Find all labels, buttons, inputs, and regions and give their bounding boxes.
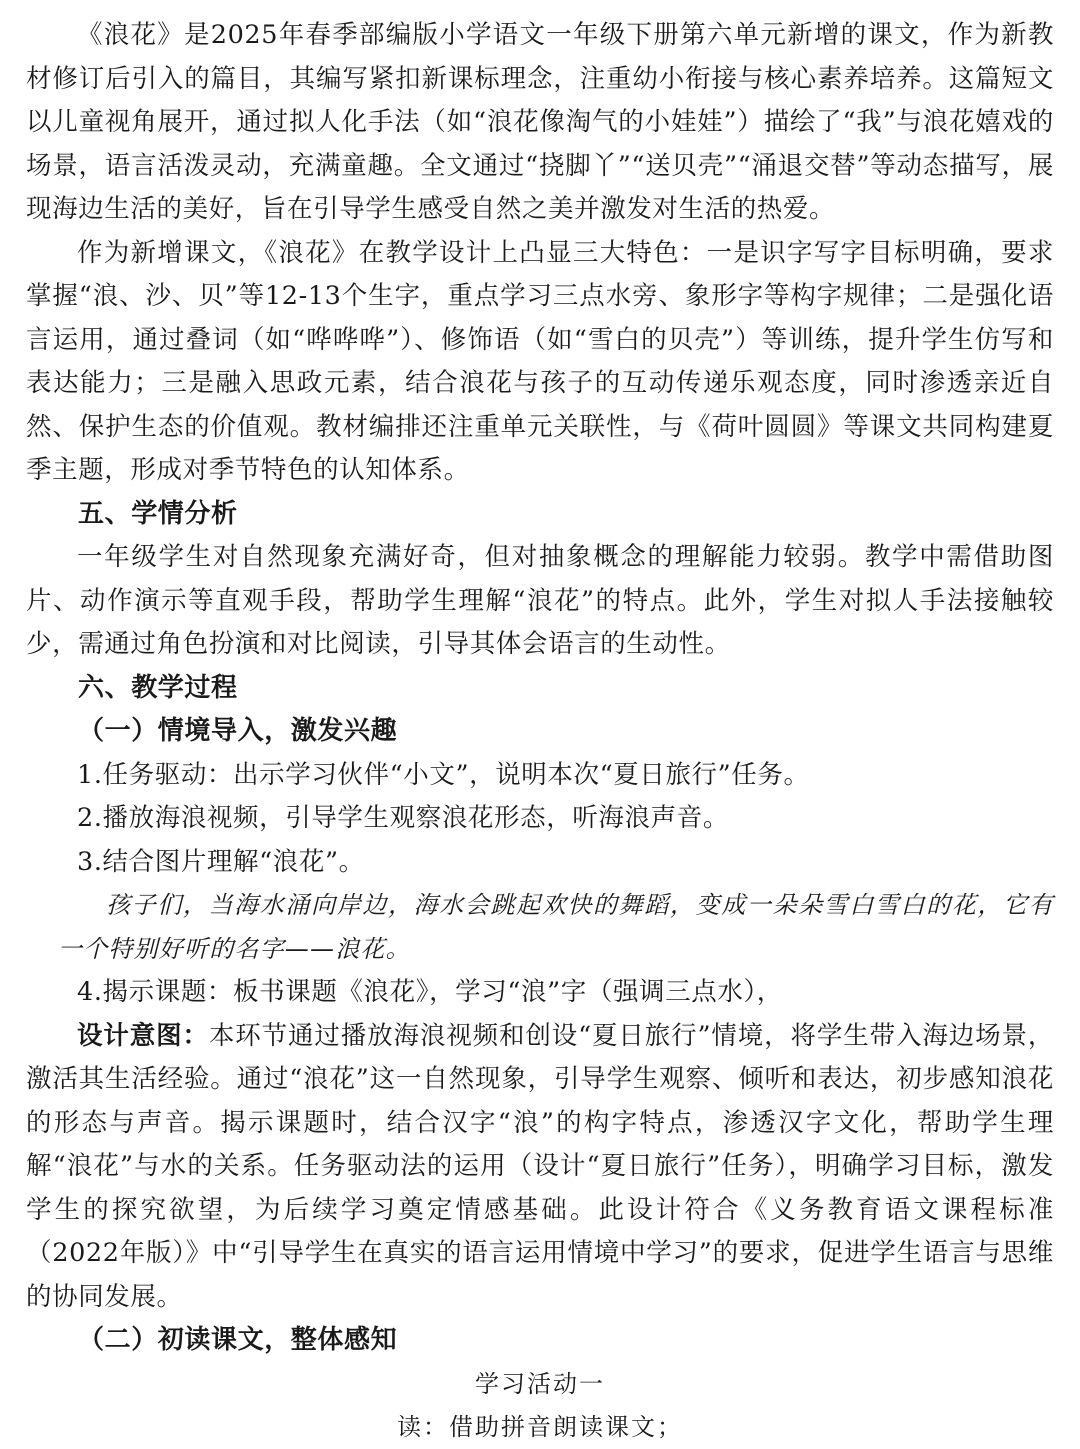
- design-intent-paragraph: [26, 1015, 1054, 1320]
- activity-title: 学习活动一: [475, 1369, 605, 1398]
- subsection-heading-reading: （二）初读课文，整体感知: [78, 1325, 398, 1355]
- features-paragraph: 作为新增课文，《浪花》在教学设计上凸显三大特色：一是识字写字目标明确，要求掌握“浪、沙、贝”等12-13个生字，重点学习三点水旁、象形字等构字规律；二是强化语言运用，通过叠词（如“哗哗哗”）、修饰语（如“雪白的贝壳”）等训练，提升学生仿写和表达能力；三是融入思政元素，结合浪花与孩子的互动传递乐观态度，同时渗透亲近自然、保护生态的价值观。教材编排还注重单元关联性，与《荷叶圆圆》等课文共同构建夏季主题，形成对季节特色的认知体系。: [26, 237, 1054, 485]
- subsection-heading-intro: （一）情境导入，激发兴趣: [78, 716, 398, 746]
- intro-paragraph: 《浪花》是2025年春季部编版小学语文一年级下册第六单元新增的课文，作为新教材修订后引入的篇目，其编写紧扣新课标理念，注重幼小衔接与核心素养培养。这篇短文以儿童视角展开，通过拟人化手法（如“浪花像淘气的小娃娃”）描绘了“我”与浪花嬉戏的场景，语言活泼灵动，充满童趣。全文通过“挠脚丫”“送贝壳”“涌退交替”等动态描写，展现海边生活的美好，旨在引导学生感受自然之美并激发对生活的热爱。: [26, 20, 1054, 224]
- activity-line: 读：借助拼音朗读课文；: [397, 1412, 683, 1441]
- step-item-2: 2.播放海浪视频，引导学生观察浪花形态，听海浪声音。: [77, 803, 729, 833]
- section-heading-process: 六、教学过程: [78, 672, 238, 703]
- section-heading-analysis: 五、学情分析: [78, 498, 238, 529]
- step-item-3: 3.结合图片理解“浪花”。: [77, 846, 365, 877]
- design-intent-label: 设计意图：: [77, 1020, 209, 1051]
- analysis-paragraph: 一年级学生对自然现象充满好奇，但对抽象概念的理解能力较弱。教学中需借助图片、动作演示等直观手段，帮助学生理解“浪花”的特点。此外，学生对拟人手法接触较少，需通过角色扮演和对比阅读，引导其体会语言的生动性。: [26, 542, 1054, 659]
- step-item-4: 4.揭示课题：板书课题《浪花》，学习“浪”字（强调三点水），: [77, 977, 783, 1007]
- design-intent-text: 本环节通过播放海浪视频和创设“夏日旅行”情境，将学生带入海边场景，激活其生活经验。通过“浪花”这一自然现象，引导学生观察、倾听和表达，初步感知浪花的形态与声音。揭示课题时，结合汉字“浪”的构字特点，渗透汉字文化，帮助学生理解“浪花”与水的关系。任务驱动法的运用（设计“夏日旅行”任务），明确学习目标，激发学生的探究欲望，为后续学习奠定情感基础。此设计符合《义务教育语文课程标准（2022年版）》中“引导学生在真实的语言运用情境中学习”的要求，促进学生语言与思维的协同发展。: [26, 1020, 1054, 1312]
- teacher-quote: 孩子们，当海水涌向岸边，海水会跳起欢快的舞蹈，变成一朵朵雪白雪白的花，它有一个特别好听的名字——浪花。: [58, 891, 1054, 963]
- step-item-1: 1.任务驱动：出示学习伙伴“小文”，说明本次“夏日旅行”任务。: [77, 759, 810, 790]
